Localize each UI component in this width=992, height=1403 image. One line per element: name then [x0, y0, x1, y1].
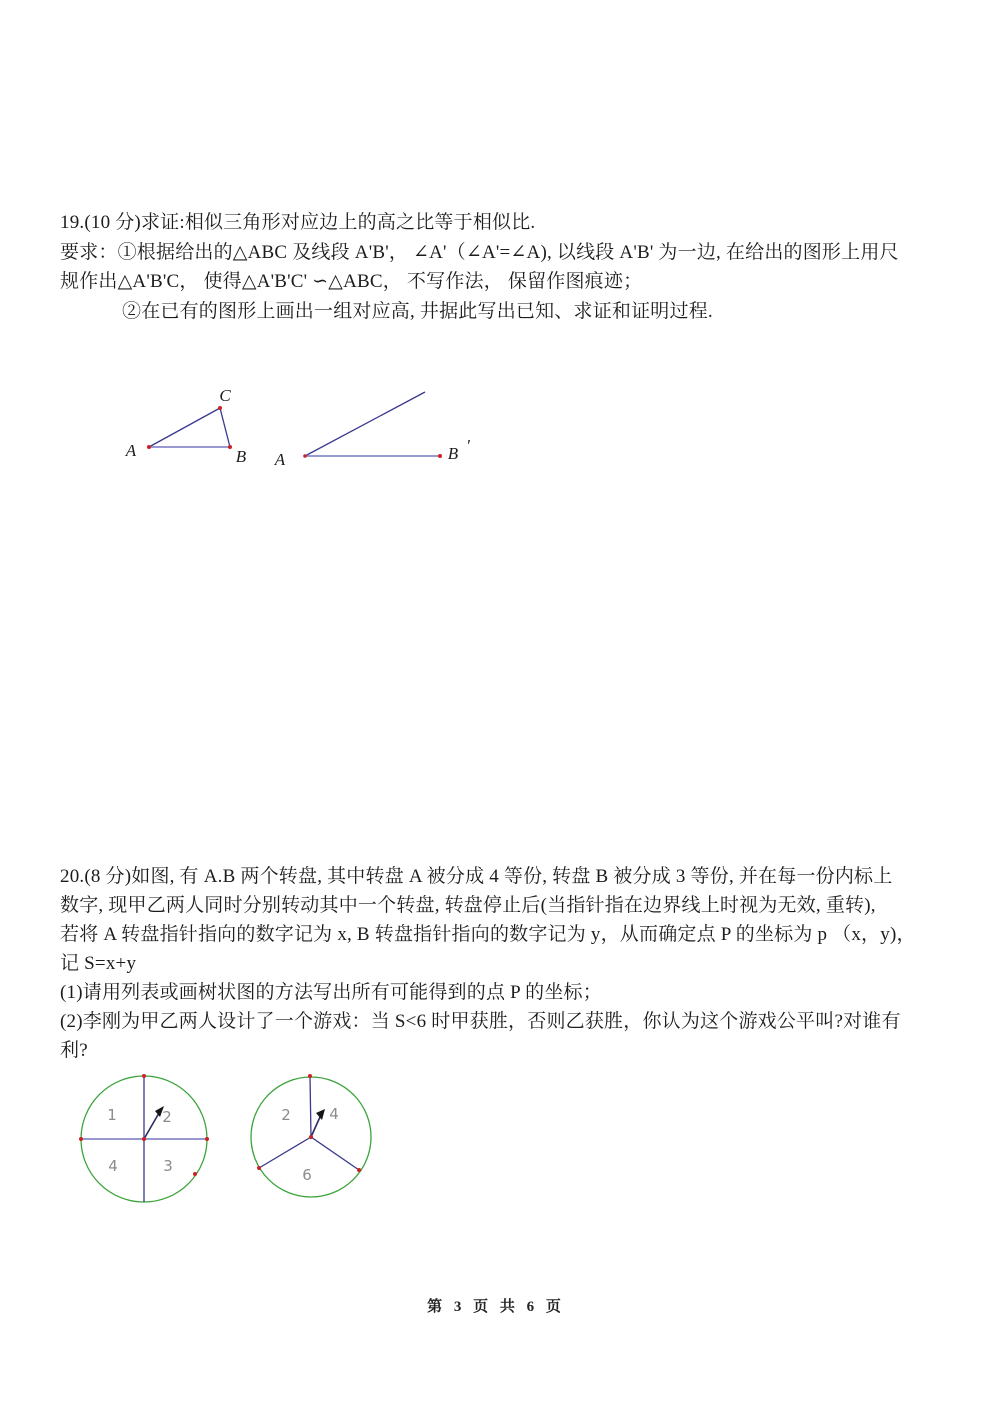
angle-ray: [305, 392, 425, 456]
label-b-prime: B: [447, 444, 459, 463]
spinner-a-edge-dot: [193, 1172, 197, 1176]
label-a-prime: A: [274, 450, 286, 469]
spinner-b-top-dot: [308, 1074, 312, 1078]
q20-line-6: (2)李刚为甲乙两人设计了一个游戏：当 S<6 时甲获胜，否则乙获胜，你认为这个游戏公平叫?对谁有: [60, 1011, 901, 1032]
q20-line-5: (1)请用列表或画树状图的方法写出所有可能得到的点 P 的坐标；: [60, 982, 602, 1003]
spinners-svg: [60, 1060, 405, 1220]
vertex-a-dot: [147, 445, 151, 449]
spinner-a-number-1: 1: [107, 1106, 117, 1124]
q19-line-3: 规作出△A'B'C， 使得△A'B'C' ∽△ABC， 不写作法， 保留作图痕迹；: [60, 271, 643, 292]
spinner-b-line-top: [310, 1076, 311, 1137]
spinner-b-number-2: 2: [281, 1106, 291, 1124]
q20-line-2: 数字, 现甲乙两人同时分别转动其中一个转盘, 转盘停止后(当指针指在边界线上时视为无效, 重转),: [60, 895, 876, 916]
spinner-b-line-left: [259, 1137, 311, 1168]
spinner-a-right-dot: [205, 1137, 209, 1141]
spinner-a-center-dot: [142, 1137, 146, 1141]
spinner-a: [79, 1074, 209, 1202]
page-footer: 第 3 页 共 6 页: [427, 1299, 565, 1315]
spinner-b-left-dot: [257, 1166, 261, 1170]
spinner-b-right-dot: [357, 1168, 361, 1172]
figure-triangle-and-angle: [98, 366, 488, 483]
q20-line-3: 若将 A 转盘指针指向的数字记为 x, B 转盘指针指向的数字记为 y，从而确定点 P 的坐标为 p （x，y)，: [60, 924, 916, 945]
triangle-angle-svg: [98, 366, 488, 478]
spinner-b-center-dot: [309, 1135, 313, 1139]
vertex-c-dot: [218, 406, 222, 410]
spinner-b-number-6: 6: [302, 1166, 312, 1184]
spinner-b-pointer-head-icon: [316, 1109, 325, 1120]
spinner-a-number-4: 4: [108, 1157, 118, 1175]
spinner-b-number-4: 4: [329, 1105, 339, 1123]
spinner-b: [251, 1074, 371, 1197]
problem-20-block: [60, 862, 950, 1065]
label-c: C: [219, 386, 231, 405]
vertex-b-dot: [228, 445, 232, 449]
q20-line-1: 20.(8 分)如图, 有 A.B 两个转盘, 其中转盘 A 被分成 4 等份, 转盘 B 被分成 3 等份, 并在每一份内标上: [60, 866, 893, 887]
spinner-a-pointer: [144, 1113, 159, 1139]
q20-line-4: 记 S=x+y: [60, 953, 137, 974]
q19-line-1: 19.(10 分)求证:相似三角形对应边上的高之比等于相似比.: [60, 212, 536, 233]
angle-a-prime: [274, 392, 470, 469]
triangle-side-ac: [149, 408, 220, 447]
spinner-a-top-dot: [142, 1074, 146, 1078]
triangle-side-cb: [220, 408, 230, 447]
endpoint-b-prime-dot: [438, 454, 442, 458]
q20-line-7: 利?: [60, 1040, 88, 1061]
label-b: B: [235, 447, 247, 466]
label-b-prime-mark: ': [466, 436, 470, 455]
triangle-abc: [125, 386, 247, 466]
label-a: A: [125, 441, 137, 460]
figure-spinners: [60, 1060, 405, 1225]
q19-line-4: ②在已有的图形上画出一组对应高, 井据此写出已知、求证和证明过程.: [122, 300, 713, 322]
spinner-b-line-right: [311, 1137, 359, 1170]
spinner-b-pointer: [311, 1117, 320, 1137]
spinner-a-left-dot: [79, 1137, 83, 1141]
spinner-a-number-3: 3: [163, 1157, 173, 1175]
problem-19-block: [60, 208, 950, 326]
q19-line-2: 要求：①根据给出的△ABC 及线段 A'B'， ∠A'（∠A'=∠A), 以线段 A'B' 为一边, 在给出的图形上用尺: [60, 241, 899, 263]
vertex-a-prime-dot: [303, 454, 307, 458]
spinner-a-number-2: 2: [162, 1108, 172, 1126]
